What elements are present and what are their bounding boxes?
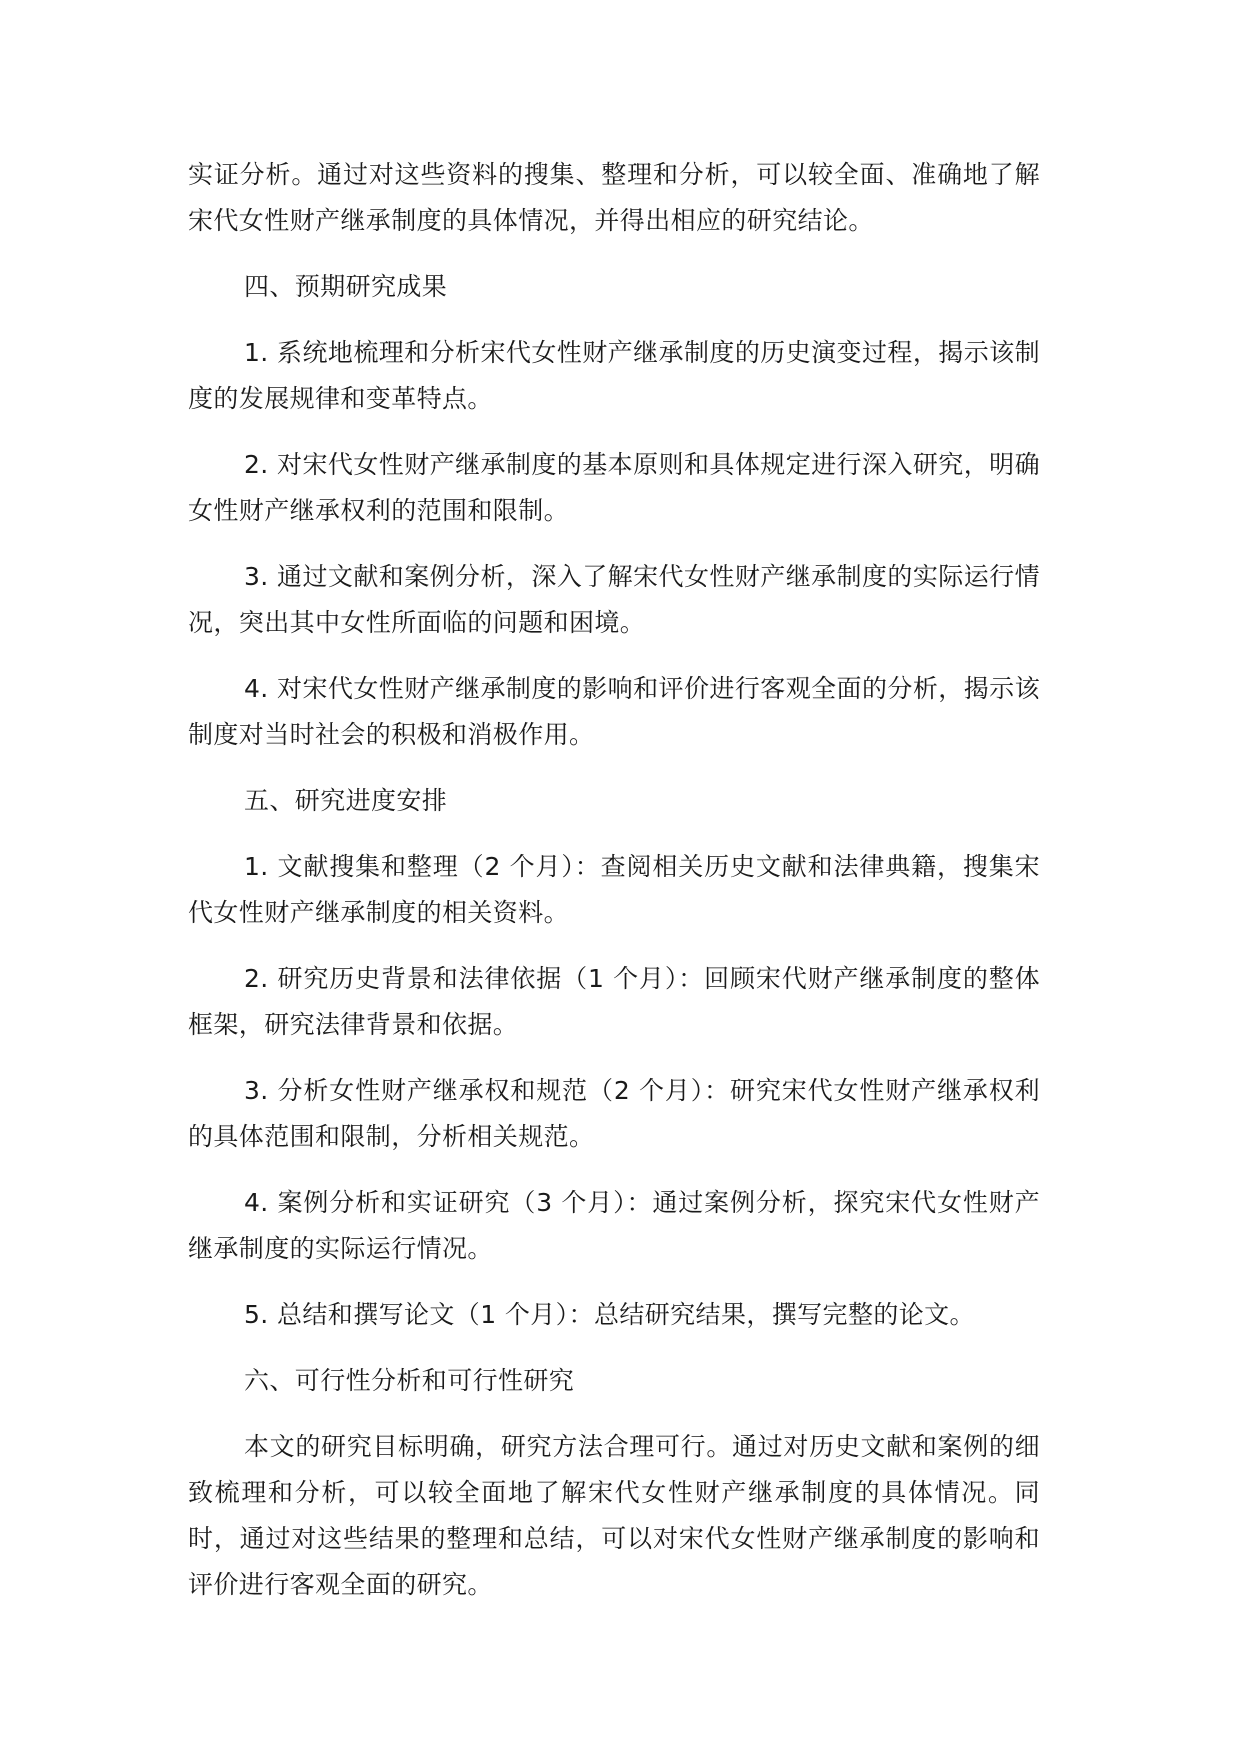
paragraph-schedule-3: 3. 分析女性财产继承权和规范（2 个月）：研究宋代女性财产继承权利的具体范围和限制，分析相关规范。 bbox=[188, 1076, 1040, 1151]
paragraph-result-1: 1. 系统地梳理和分析宋代女性财产继承制度的历史演变过程，揭示该制度的发展规律和变革特点。 bbox=[188, 338, 1040, 413]
paragraph-result-4: 4. 对宋代女性财产继承制度的影响和评价进行客观全面的分析，揭示该制度对当时社会的积极和消极作用。 bbox=[188, 674, 1040, 749]
heading-schedule: 五、研究进度安排 bbox=[244, 786, 448, 815]
heading-expected-results: 四、预期研究成果 bbox=[244, 272, 448, 301]
heading-feasibility: 六、可行性分析和可行性研究 bbox=[244, 1366, 575, 1395]
paragraph-schedule-1: 1. 文献搜集和整理（2 个月）：查阅相关历史文献和法律典籍，搜集宋代女性财产继承制度的相关资料。 bbox=[188, 852, 1040, 927]
paragraph-continuation: 实证分析。通过对这些资料的搜集、整理和分析，可以较全面、准确地了解宋代女性财产继承制度的具体情况，并得出相应的研究结论。 bbox=[188, 160, 1040, 235]
paragraph-schedule-4: 4. 案例分析和实证研究（3 个月）：通过案例分析，探究宋代女性财产继承制度的实际运行情况。 bbox=[188, 1188, 1040, 1263]
document-body bbox=[188, 152, 1040, 1608]
paragraph-result-3: 3. 通过文献和案例分析，深入了解宋代女性财产继承制度的实际运行情况，突出其中女性所面临的问题和困境。 bbox=[188, 562, 1040, 637]
paragraph-schedule-5: 5. 总结和撰写论文（1 个月）：总结研究结果，撰写完整的论文。 bbox=[244, 1300, 975, 1329]
paragraph-result-2: 2. 对宋代女性财产继承制度的基本原则和具体规定进行深入研究，明确女性财产继承权利的范围和限制。 bbox=[188, 450, 1040, 525]
paragraph-schedule-2: 2. 研究历史背景和法律依据（1 个月）：回顾宋代财产继承制度的整体框架，研究法律背景和依据。 bbox=[188, 964, 1040, 1039]
paragraph-feasibility: 本文的研究目标明确，研究方法合理可行。通过对历史文献和案例的细致梳理和分析，可以较全面地了解宋代女性财产继承制度的具体情况。同时，通过对这些结果的整理和总结，可以对宋代女性财产继承制度的影响和评价进行客观全面的研究。 bbox=[188, 1432, 1040, 1599]
